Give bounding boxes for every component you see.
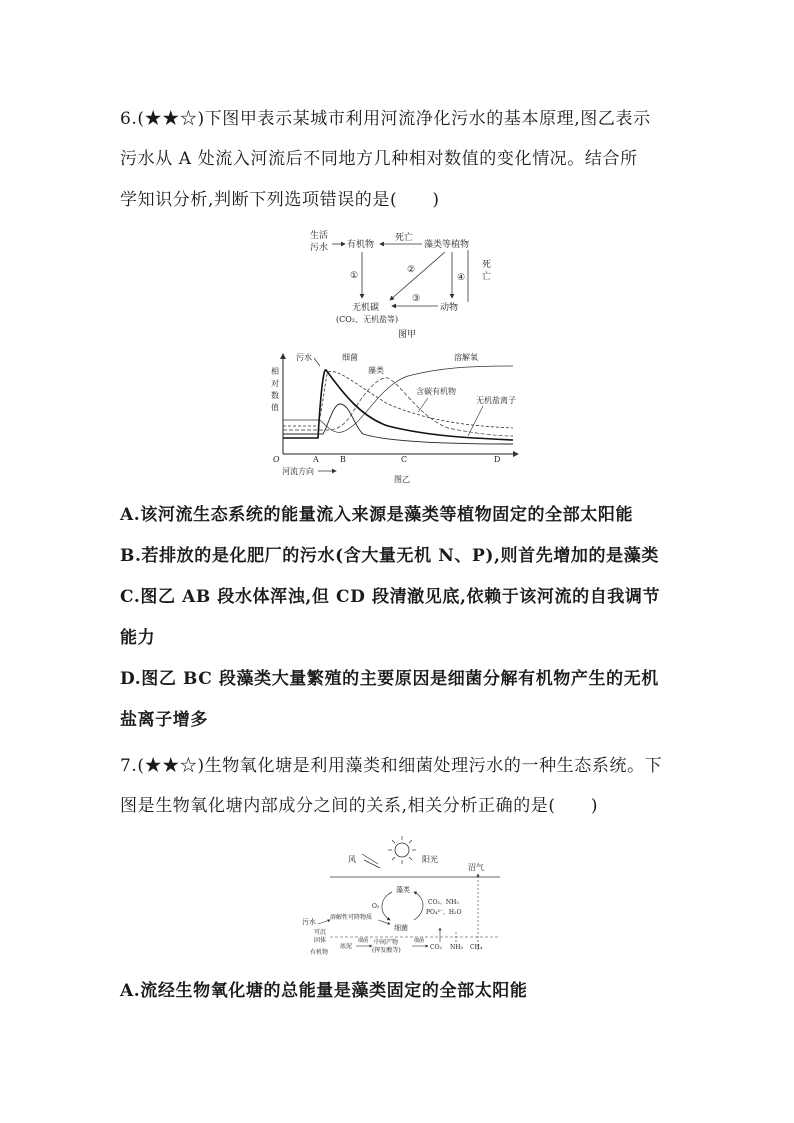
yi-bacteria-label: 细菌 [342, 353, 358, 362]
jia-organic-label: 有机物 [347, 240, 375, 250]
pond-sun-label: 阳光 [422, 855, 438, 864]
jia-num-2: ② [407, 265, 416, 275]
figure-yi [268, 346, 528, 486]
pond-bacteria-label: 细菌 [394, 924, 408, 932]
pond-co2-nh3-label: CO₂、NH₃ [428, 899, 459, 906]
yi-sewage-arrow [314, 358, 320, 366]
q6-line-2: 污水从 A 处流入河流后不同地方几种相对数值的变化情况。结合所 [120, 149, 638, 169]
jia-sewage-label-2: 污水 [310, 243, 329, 253]
yi-algae-label: 藻类 [368, 366, 384, 375]
q6-option-b: B.若排放的是化肥厂的污水(含大量无机 N、P),则首先增加的是藻类 [120, 546, 659, 566]
yi-carbon-pointer [418, 398, 428, 412]
jia-caption: 图甲 [398, 330, 417, 340]
pond-algae-label: 藻类 [396, 886, 410, 894]
yi-tick-B: B [340, 455, 346, 464]
jia-death-right-1: 死 [482, 260, 492, 270]
pond-biogas-label: 沼气 [468, 863, 484, 872]
yi-tick-A: A [313, 455, 319, 464]
yi-origin: O [273, 455, 280, 464]
q7-line-2: 图是生物氧化塘内部成分之间的关系,相关分析正确的是( ) [120, 796, 599, 816]
pond-intermediate-label: 中间产物 [374, 939, 399, 946]
pond-wind-label: 风 [348, 855, 356, 864]
pond-co2-label: CO₂ [430, 944, 442, 951]
pond-wind-lines [362, 854, 380, 868]
yi-ylabel-1: 相 [271, 367, 279, 376]
pond-settle-label-1: 可沉 [314, 929, 327, 936]
jia-inorganic-sub: (CO₂、无机盐等) [336, 315, 399, 324]
yi-carbon-label: 含碳有机物 [416, 387, 456, 396]
yi-ylabel-4: 值 [271, 403, 279, 412]
q7-option-a: A.流经生物氧化塘的总能量是藻类固定的全部太阳能 [120, 981, 528, 1001]
pond-cycle-left [382, 892, 392, 920]
yi-ylabel-3: 数 [271, 391, 279, 400]
yi-ions-label: 无机盐离子 [476, 396, 516, 405]
figure-jia [300, 222, 500, 342]
yi-flow-label: 河流方向 [282, 467, 314, 476]
yi-ylabel-2: 对 [271, 379, 279, 388]
jia-plants-label: 藻类等植物 [424, 240, 470, 250]
yi-caption: 图乙 [394, 475, 410, 484]
q6-option-a: A.该河流生态系统的能量流入来源是藻类等植物固定的全部太阳能 [120, 505, 634, 525]
jia-death-top-label: 死亡 [395, 233, 414, 243]
q6-line-1: 6.(★★☆)下图甲表示某城市利用河流净化污水的基本原理,图乙表示 [120, 109, 651, 129]
pond-bact-l-label: 细菌 [358, 938, 369, 944]
pond-sewage-arrow [318, 920, 330, 924]
yi-oxygen-label: 溶解氧 [454, 353, 478, 362]
pond-organic-label: 有机物 [310, 949, 329, 956]
figure-pond [300, 830, 510, 970]
yi-tick-C: C [401, 455, 408, 464]
jia-num-1: ① [350, 271, 359, 281]
yi-sewage-label: 污水 [296, 353, 312, 362]
pond-sludge-label: 底泥 [340, 943, 353, 950]
q7-line-1: 7.(★★☆)生物氧化塘是利用藻类和细菌处理污水的一种生态系统。下 [120, 756, 663, 776]
pond-po4-h2o-label: PO₄³⁻、H₂O [426, 909, 462, 916]
jia-sewage-label-1: 生活 [310, 231, 329, 241]
pond-settle-label-2: 固体 [314, 937, 327, 944]
q6-option-d-2: 盐离子增多 [120, 710, 208, 730]
jia-inorganic-label: 无机碳 [352, 303, 380, 313]
yi-curve-algae [283, 378, 513, 436]
pond-sewage-label: 污水 [302, 918, 316, 926]
jia-death-right-2: 亡 [482, 272, 492, 282]
jia-diag-arrow-2 [390, 252, 445, 300]
pond-volatile-label: (挥发酸等) [372, 947, 401, 954]
pond-soluble-arrow [378, 920, 390, 924]
jia-num-4: ④ [457, 273, 466, 283]
q6-option-c-2: 能力 [120, 628, 156, 648]
jia-num-3: ③ [412, 294, 421, 304]
pond-soluble-label: 溶解性可降物质 [330, 914, 373, 921]
q6-option-c-1: C.图乙 AB 段水体浑浊,但 CD 段清澈见底,依赖于该河流的自我调节 [120, 587, 661, 607]
pond-cycle-right [414, 892, 423, 920]
pond-ch4-label: CH₄ [470, 944, 483, 951]
q6-option-d-1: D.图乙 BC 段藻类大量繁殖的主要原因是细菌分解有机物产生的无机 [120, 669, 659, 689]
pond-nh3-label: NH₃ [450, 944, 463, 951]
q6-line-3: 学知识分析,判断下列选项错误的是( ) [120, 190, 440, 210]
sun-icon [388, 836, 416, 864]
pond-bact-r-label: 细菌 [414, 938, 425, 944]
yi-tick-D: D [494, 455, 501, 464]
yi-ions-pointer [468, 406, 483, 436]
pond-o2-label: O₂ [372, 903, 380, 910]
jia-animals-label: 动物 [440, 303, 459, 313]
